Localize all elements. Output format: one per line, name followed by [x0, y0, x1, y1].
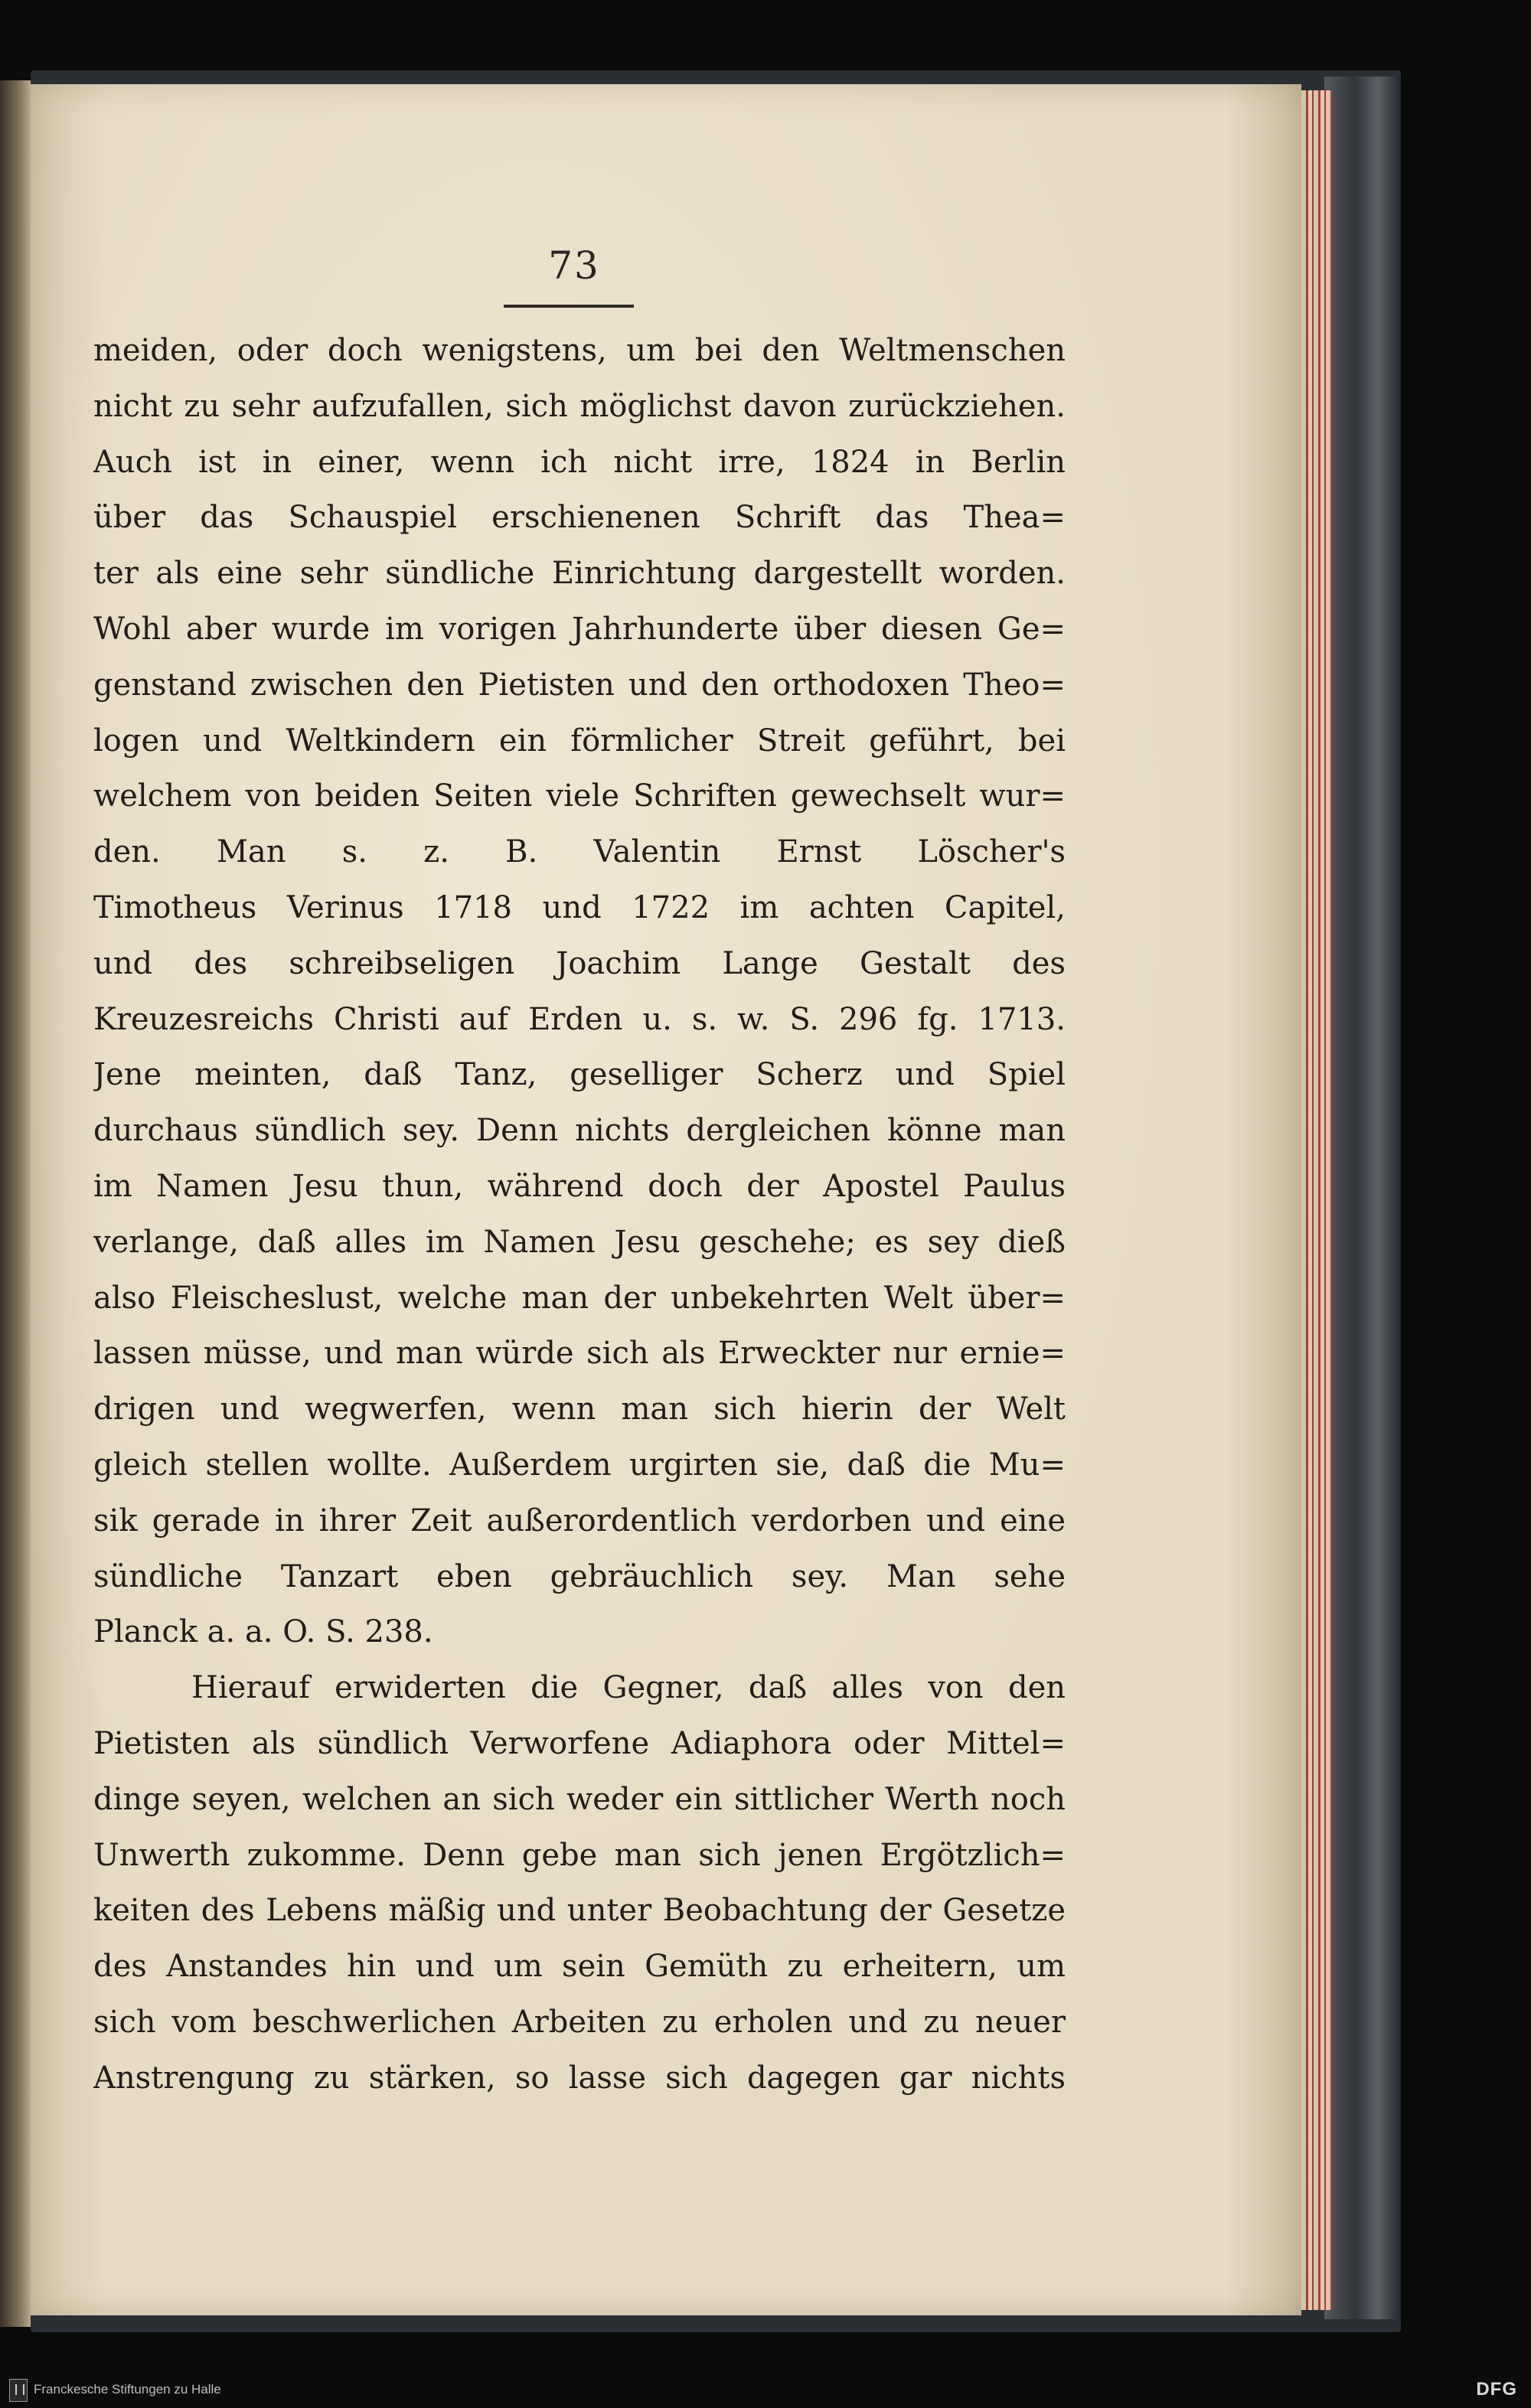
text-line: sündliche Tanzart eben gebräuchlich sey. Man sehe	[93, 1558, 1066, 1594]
text-line: Wohl aber wurde im vorigen Jahrhunderte über diesen Ge=	[93, 611, 1066, 647]
library-name: Franckesche Stiftungen zu Halle	[34, 2382, 221, 2397]
page-number-rule	[504, 305, 634, 308]
text-line: durchaus sündlich sey. Denn nichts dergleichen könne man	[93, 1113, 1066, 1149]
text-line-paragraph-start: Hierauf erwiderten die Gegner, daß alles von den	[191, 1670, 1066, 1706]
book-cover-board-edge	[1324, 77, 1401, 2319]
text-line: Planck a. a. O. S. 238.	[93, 1614, 433, 1650]
text-line: Kreuzesreichs Christi auf Erden u. s. w. S. 296 fg. 1713.	[93, 1001, 1066, 1037]
text-line: im Namen Jesu thun, während doch der Apostel Paulus	[93, 1168, 1066, 1204]
viewer-footer	[0, 2371, 1531, 2408]
text-line: logen und Weltkindern ein förmlicher Streit geführt, bei	[93, 723, 1066, 759]
text-line: sich vom beschwerlichen Arbeiten zu erholen und zu neuer	[93, 2004, 1066, 2040]
text-line: also Fleischeslust, welche man der unbekehrten Welt über=	[93, 1280, 1066, 1316]
text-line: Anstrengung zu stärken, so lasse sich dagegen gar nichts	[93, 2060, 1066, 2096]
text-line: gleich stellen wollte. Außerdem urgirten sie, daß die Mu=	[93, 1447, 1066, 1483]
text-line: verlange, daß alles im Namen Jesu geschehe; es sey dieß	[93, 1224, 1066, 1260]
text-line: lassen müsse, und man würde sich als Erweckter nur ernie=	[93, 1336, 1066, 1372]
text-line: Pietisten als sündlich Verworfene Adiaphora oder Mittel=	[93, 1725, 1066, 1761]
text-line: nicht zu sehr aufzufallen, sich möglichst davon zurückziehen.	[93, 388, 1066, 424]
text-line: drigen und wegwerfen, wenn man sich hierin der Welt	[93, 1392, 1066, 1428]
dfg-logo: DFG	[1476, 2379, 1517, 2400]
text-line: Timotheus Verinus 1718 und 1722 im achten Capitel,	[93, 889, 1066, 925]
text-line: Jene meinten, daß Tanz, geselliger Scherz und Spiel	[93, 1057, 1066, 1093]
page-number: 73	[548, 243, 600, 288]
text-line: den. Man s. z. B. Valentin Ernst Löscher's	[93, 834, 1066, 870]
text-line: sik gerade in ihrer Zeit außerordentlich verdorben und eine	[93, 1503, 1066, 1538]
text-line: Unwerth zukomme. Denn gebe man sich jenen Ergötzlich=	[93, 1837, 1066, 1873]
page-text	[93, 323, 1066, 2106]
text-line: meiden, oder doch wenigstens, um bei den Weltmenschen	[93, 333, 1066, 368]
page-header	[505, 243, 643, 288]
text-line: Auch ist in einer, wenn ich nicht irre, 1824 in Berlin	[93, 444, 1066, 480]
text-line: des Anstandes hin und um sein Gemüth zu erheitern, um	[93, 1949, 1066, 1985]
library-crest-icon	[9, 2379, 28, 2402]
text-line: keiten des Lebens mäßig und unter Beobachtung der Gesetze	[93, 1893, 1066, 1929]
text-line: und des schreibseligen Joachim Lange Gestalt des	[93, 945, 1066, 981]
text-line: welchem von beiden Seiten viele Schriften gewechselt wur=	[93, 778, 1066, 814]
text-line: genstand zwischen den Pietisten und den orthodoxen Theo=	[93, 667, 1066, 703]
text-line: dinge seyen, welchen an sich weder ein sittlicher Werth noch	[93, 1781, 1066, 1817]
text-line: ter als eine sehr sündliche Einrichtung dargestellt worden.	[93, 556, 1066, 592]
text-line: über das Schauspiel erschienenen Schrift das Thea=	[93, 500, 1066, 536]
book-spine-edge	[0, 80, 31, 2327]
